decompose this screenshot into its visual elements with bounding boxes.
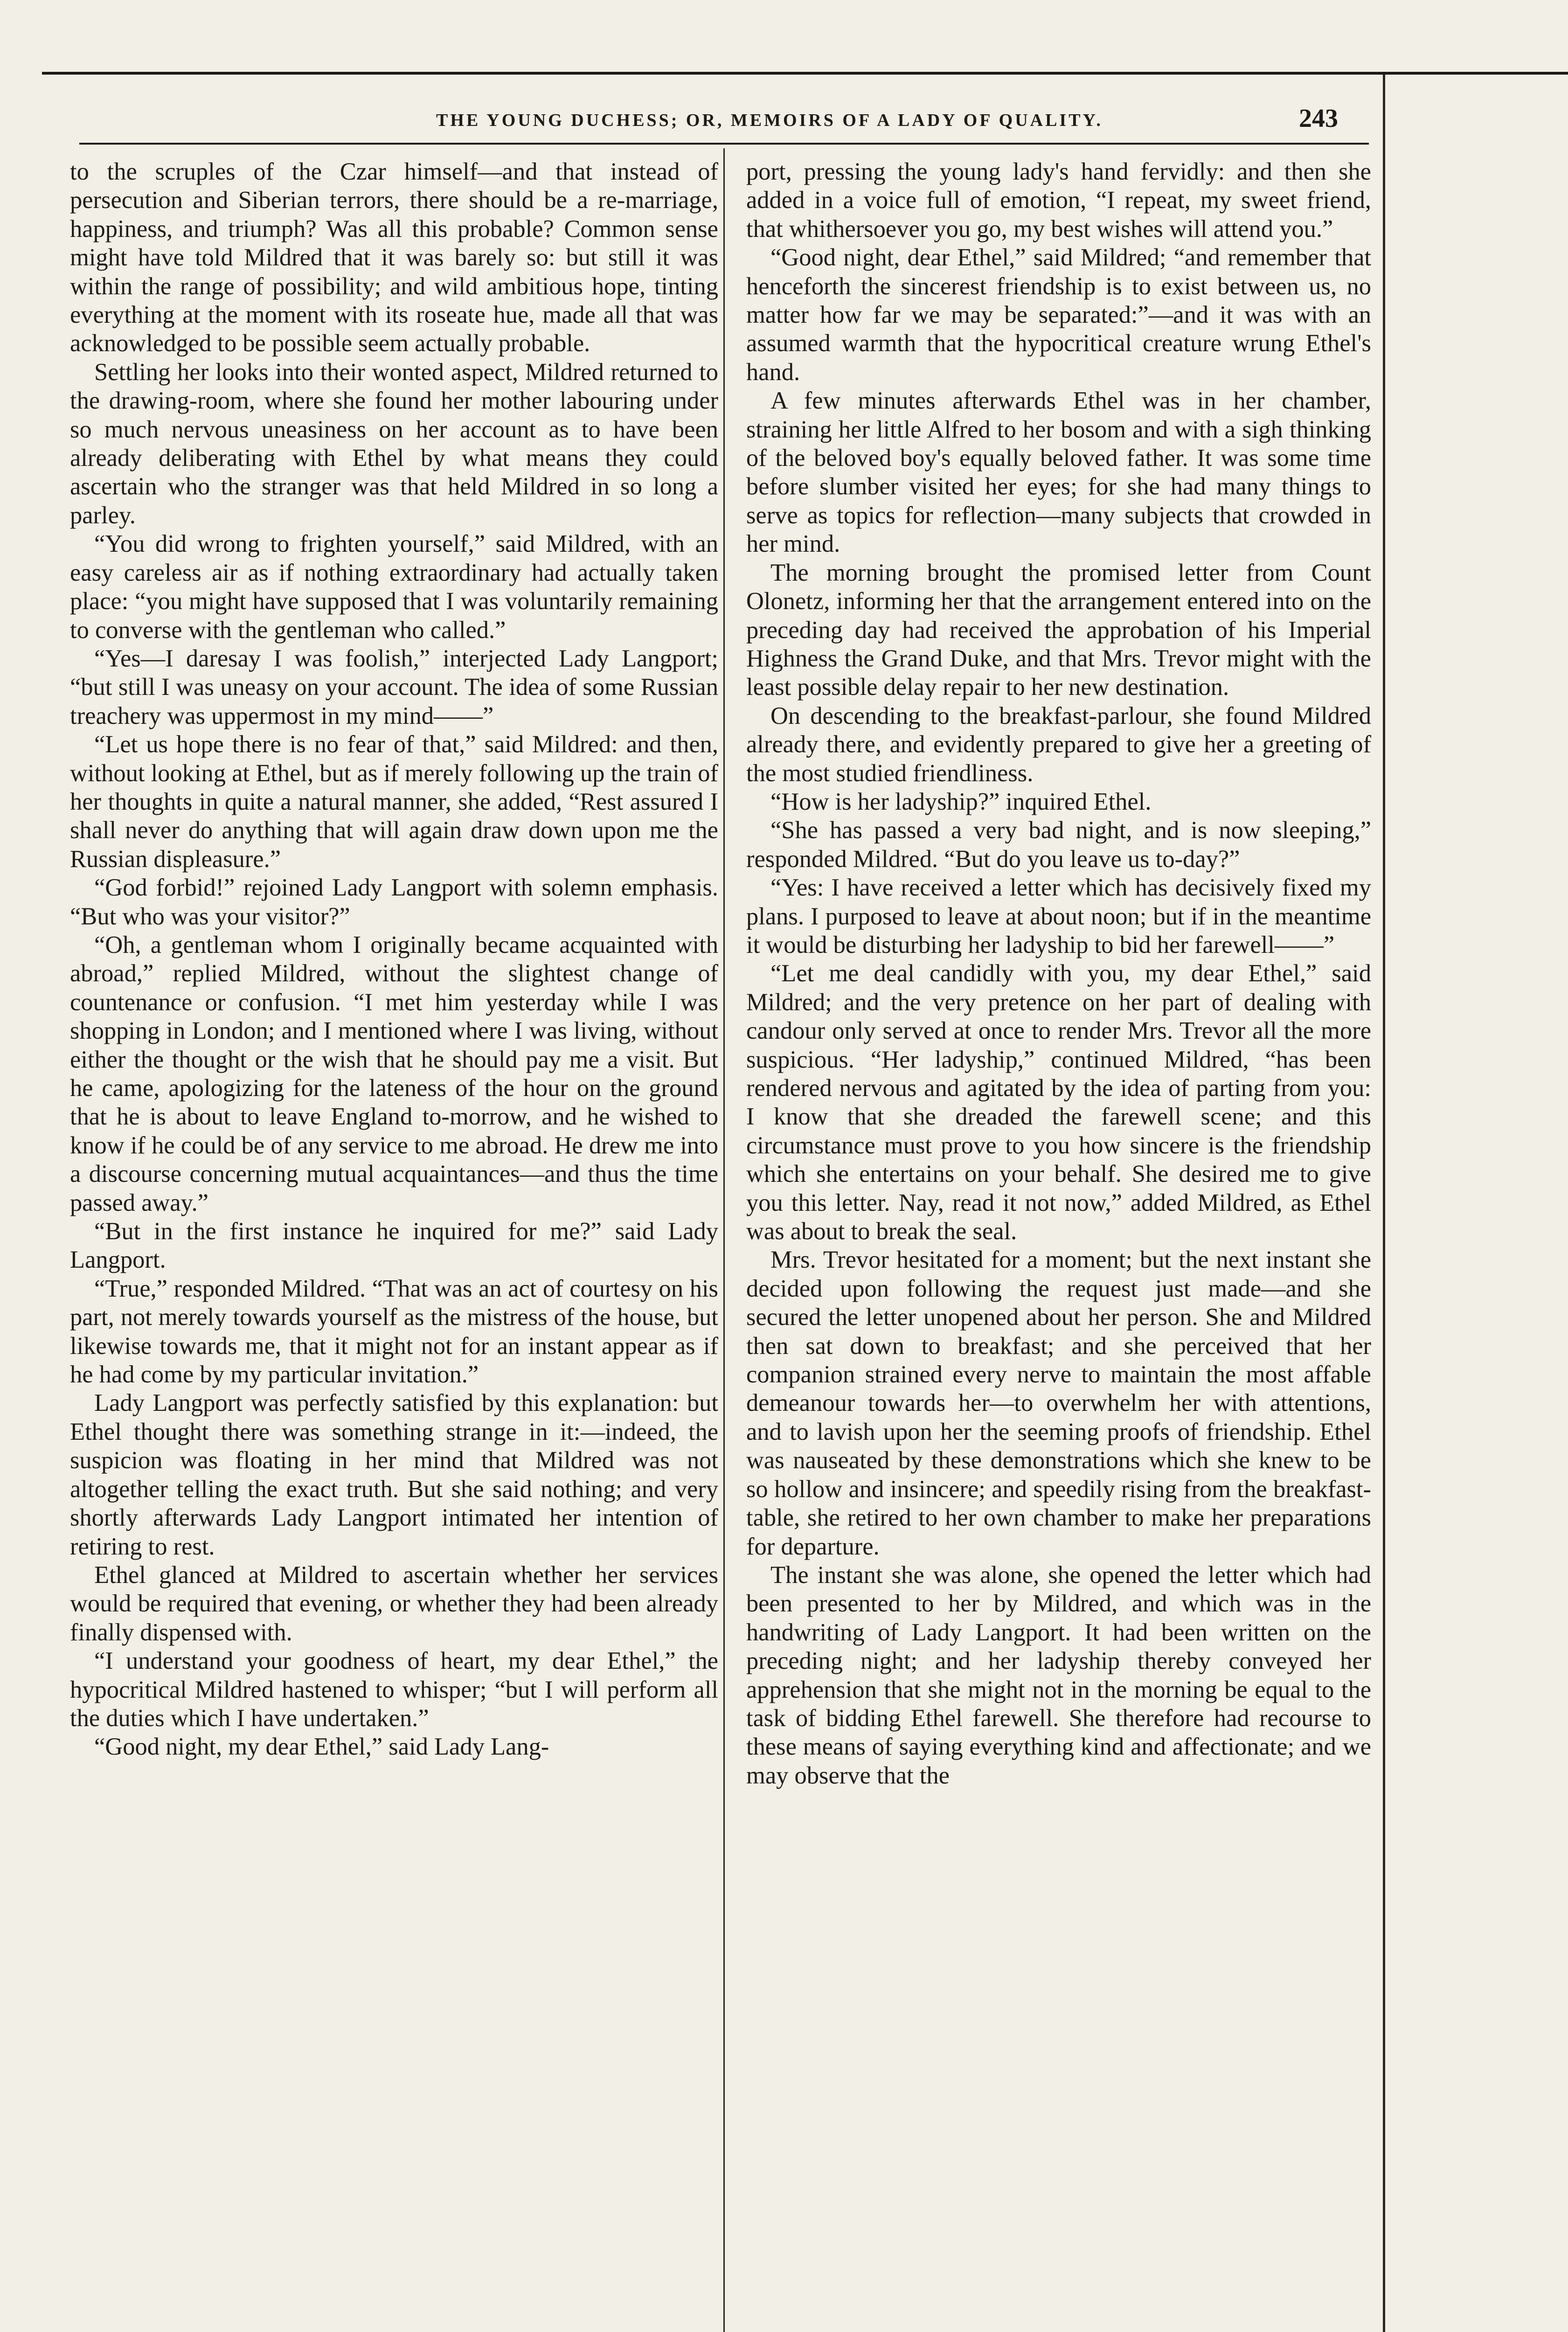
paragraph: “She has passed a very bad night, and is now sleeping,” responded Mildred. “But do you leave us to-day?” [746, 817, 1371, 873]
paragraph: “Oh, a gentleman whom I originally became acquainted with abroad,” replied Mildred, without the slightest change of countenance or confusion. “I met him yesterday while I was shopping in London; and I mentioned where I was living, without either the thought or the wish that he should pay me a visit. But he came, apologizing for the lateness of the hour on the ground that he is about to leave England to-morrow, and he wished to know if he could be of any service to me abroad. He drew me into a discourse concerning mutual acquaintances—and thus the time passed away.” [70, 931, 718, 1216]
paragraph: “You did wrong to frighten yourself,” said Mildred, with an easy careless air as if nothing extraordinary had actually taken place: “you might have supposed that I was voluntarily remaining to converse with the gentleman who called.” [70, 530, 718, 644]
column-divider [723, 148, 725, 2332]
paragraph: “Good night, my dear Ethel,” said Lady Lang- [94, 1733, 549, 1761]
top-rule [42, 72, 1568, 75]
paragraph: Mrs. Trevor hesitated for a moment; but the next instant she decided upon following the request just made—and she secured the letter unopened about her person. She and Mildred then sat down to breakfast; and she perceived that her companion strained every nerve to maintain the most affable demeanour towards her—to overwhelm her with attentions, and to lavish upon her the seeming proofs of friendship. Ethel was nauseated by these demonstrations which she knew to be so hollow and insincere; and speedily rising from the breakfast-table, she retired to her own chamber to make her preparations for departure. [746, 1246, 1371, 1560]
header-rule [79, 143, 1369, 145]
paragraph: “How is her ladyship?” inquired Ethel. [770, 788, 1152, 815]
paragraph: port, pressing the young lady's hand fervidly: and then she added in a voice full of emotion, “I repeat, my sweet friend, that whithersoever you go, my best wishes will attend you.” [746, 158, 1371, 243]
paragraph: On descending to the breakfast-parlour, she found Mildred already there, and evidently prepared to give her a greeting of the most studied friendliness. [746, 702, 1371, 787]
paragraph: “I understand your goodness of heart, my dear Ethel,” the hypocritical Mildred hastened to whisper; “but I will perform all the duties which I have undertaken.” [70, 1647, 718, 1732]
right-column [746, 158, 1371, 2332]
right-border-rule [1383, 75, 1385, 2332]
paragraph: A few minutes afterwards Ethel was in her chamber, straining her little Alfred to her bosom and with a sigh thinking of the beloved boy's equally beloved father. It was some time before slumber visited her eyes; for she had many things to serve as topics for reflection—many subjects that crowded in her mind. [746, 387, 1371, 558]
paragraph: “God forbid!” rejoined Lady Langport with solemn emphasis. “But who was your visitor?” [70, 874, 718, 930]
paragraph: “Let us hope there is no fear of that,” said Mildred: and then, without looking at Ethel, but as if merely following up the train of her thoughts in quite a natural manner, she added, “Rest assured I shall never do anything that will again draw down upon me the Russian displeasure.” [70, 731, 718, 873]
paragraph: “Yes—I daresay I was foolish,” interjected Lady Langport; “but still I was uneasy on your account. The idea of some Russian treachery was uppermost in my mind——” [70, 645, 718, 729]
paragraph: “Let me deal candidly with you, my dear Ethel,” said Mildred; and the very pretence on her part of dealing with candour only served at once to render Mrs. Trevor all the more suspicious. “Her ladyship,” continued Mildred, “has been rendered nervous and agitated by the idea of parting from you: I know that she dreaded the farewell scene; and this circumstance must prove to you how sincere is the friendship which she entertains on your behalf. She desired me to give you this letter. Nay, read it not now,” added Mildred, as Ethel was about to break the seal. [746, 960, 1371, 1245]
paragraph: Lady Langport was perfectly satisfied by this explanation: but Ethel thought there was something strange in it:—indeed, the suspicion was floating in her mind that Mildred was not altogether telling the exact truth. But she said nothing; and very shortly afterwards Lady Langport intimated her intention of retiring to rest. [70, 1389, 718, 1560]
paragraph: “Good night, dear Ethel,” said Mildred; “and remember that henceforth the sincerest friendship is to exist between us, no matter how far we may be separated:”—and it was with an assumed warmth that the hypocritical creature wrung Ethel's hand. [746, 244, 1371, 386]
paragraph: Settling her looks into their wonted aspect, Mildred returned to the drawing-room, where she found her mother labouring under so much nervous uneasiness on her account as to have been already deliberating with Ethel by what means they could ascertain who the stranger was that held Mildred in so long a parley. [70, 358, 718, 529]
paragraph: “Yes: I have received a letter which has decisively fixed my plans. I purposed to leave at about noon; but if in the meantime it would be disturbing her ladyship to bid her farewell——” [746, 874, 1371, 958]
page-number: 243 [1299, 104, 1338, 133]
paragraph: The instant she was alone, she opened the letter which had been presented to her by Mildred, and which was in the handwriting of Lady Langport. It had been written on the preceding night; and her ladyship thereby conveyed her apprehension that she might not in the morning be equal to the task of bidding Ethel farewell. She therefore had recourse to these means of saying everything kind and affectionate; and we may observe that the [746, 1561, 1371, 1789]
paragraph: “But in the first instance he inquired for me?” said Lady Langport. [70, 1218, 718, 1274]
left-column [70, 158, 718, 2332]
running-title: THE YOUNG DUCHESS; OR, MEMOIRS OF A LADY OF QUALITY. [436, 111, 1103, 130]
paragraph: Ethel glanced at Mildred to ascertain whether her services would be required that evening, or whether they had been already finally dispensed with. [70, 1561, 718, 1646]
paragraph: to the scruples of the Czar himself—and that instead of persecution and Siberian terrors, there should be a re-marriage, happiness, and triumph? Was all this probable? Common sense might have told Mildred that it was barely so: but still it was within the range of possibility; and wild ambitious hope, tinting everything at the moment with its roseate hue, made all that was acknowledged to be possible seem actually probable. [70, 158, 718, 357]
paragraph: “True,” responded Mildred. “That was an act of courtesy on his part, not merely towards yourself as the mistress of the house, but likewise towards me, that it might not for an instant appear as if he had come by my particular invitation.” [70, 1275, 718, 1388]
paragraph: The morning brought the promised letter from Count Olonetz, informing her that the arrangement entered into on the preceding day had received the approbation of his Imperial Highness the Grand Duke, and that Mrs. Trevor might with the least possible delay repair to her new destination. [746, 559, 1371, 701]
